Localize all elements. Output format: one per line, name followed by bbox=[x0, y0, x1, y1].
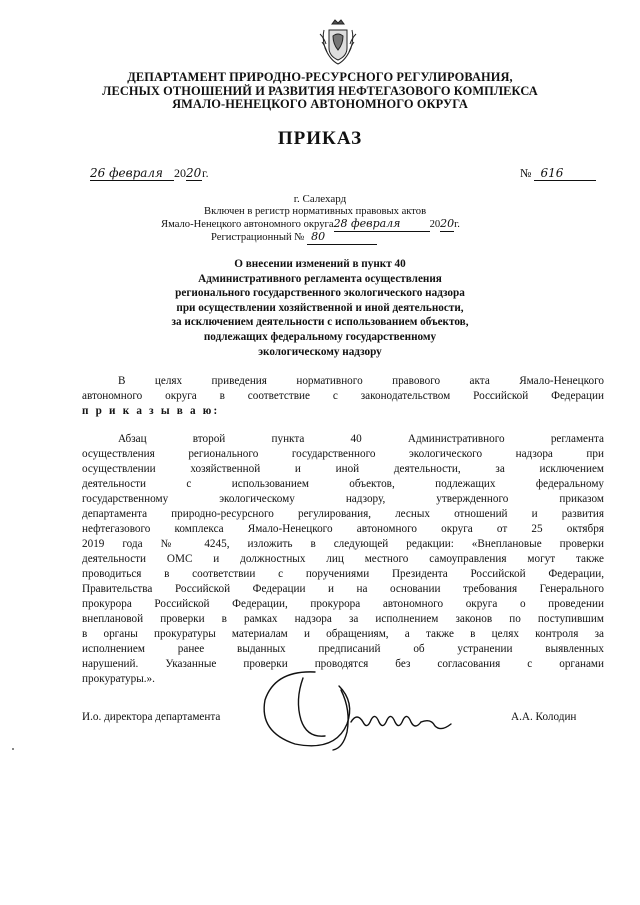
preamble-line: В целях приведения нормативного правового акта Ямало-Ненецкого bbox=[118, 375, 604, 387]
registry-line-2-prefix: Ямало-Ненецкого автономного округа bbox=[161, 219, 334, 230]
registry-number-value: 80 bbox=[307, 231, 377, 245]
subject-line: О внесении изменений в пункт 40 bbox=[234, 258, 406, 270]
document-type: ПРИКАЗ bbox=[277, 128, 363, 149]
page-mark bbox=[12, 748, 14, 750]
body-line: проводиться в соответствии с поручениями Президента Российской Федерации, bbox=[82, 568, 604, 580]
body-line: Абзац второй пункта 40 Административного регламента bbox=[118, 433, 604, 445]
body-line: исполнением ранее выданных предписаний об устранении выявленных bbox=[82, 643, 604, 655]
order-word: п р и к а з ы в а ю: bbox=[82, 405, 220, 417]
body-line: осуществления регионального государственного экологического надзора при bbox=[82, 448, 604, 460]
body-line: Правительства Российской Федерации и на основании требования Генерального bbox=[82, 583, 604, 595]
number-value: 616 bbox=[534, 166, 596, 181]
body-line: 2019 года № 4245, изложить в следующей редакции: «Внеплановые проверки bbox=[82, 538, 604, 550]
subject-line: регионального государственного экологического надзора bbox=[175, 287, 465, 300]
subject-line: экологическому надзору bbox=[258, 345, 382, 358]
preamble-line: автономного округа в соответствие с законодательством Российской Федерации bbox=[82, 390, 604, 402]
body-line: прокуратуры.». bbox=[82, 673, 155, 685]
date-handwritten: 26 февраля bbox=[90, 166, 174, 181]
city: г. Салехард bbox=[293, 193, 347, 205]
number-label: № bbox=[520, 166, 532, 180]
body-line: нарушений. Указанные проверки проводятся без согласования с органами bbox=[82, 658, 604, 670]
body-line: государственному экологическому надзору, утвержденного приказом bbox=[82, 493, 604, 505]
subject-line: подлежащих федеральному государственному bbox=[203, 330, 437, 343]
registry-number-label: Регистрационный № bbox=[211, 232, 305, 243]
registry-year-handwritten: 20 bbox=[440, 217, 455, 230]
department-header bbox=[0, 71, 640, 112]
subject-line: при осуществлении хозяйственной и иной деятельности, bbox=[176, 301, 464, 314]
registry-date-handwritten: 28 февраля bbox=[334, 218, 430, 232]
body-line: внеплановой проверки в рамках надзора за исполнением законов по поступившим bbox=[82, 613, 604, 625]
body-line: прокурора Российской Федерации, прокурора автономного округа о проведении bbox=[82, 598, 604, 610]
document-date bbox=[90, 166, 209, 181]
document-subject bbox=[0, 257, 640, 359]
coat-of-arms-icon bbox=[318, 18, 358, 66]
body-line: деятельности ОМС и должностных лиц местного самоуправления могут также bbox=[82, 553, 604, 565]
body-line: департамента природно-ресурсного регулирования, лесных отношений и развития bbox=[82, 508, 604, 520]
registry-year-prefix: 20 bbox=[429, 219, 441, 230]
document-number bbox=[520, 166, 596, 181]
registry-line-3 bbox=[211, 231, 377, 245]
date-year-handwritten: 20 bbox=[186, 166, 202, 180]
header-line-3: ЯМАЛО-НЕНЕЦКОГО АВТОНОМНОГО ОКРУГА bbox=[172, 97, 468, 111]
header-line-2: ЛЕСНЫХ ОТНОШЕНИЙ И РАЗВИТИЯ НЕФТЕГАЗОВОГО КОМПЛЕКСА bbox=[102, 83, 538, 98]
subject-line: за исключением деятельности с использованием объектов, bbox=[171, 316, 469, 329]
body-line: нефтегазового комплекса Ямало-Ненецкого автономного округа от 25 октября bbox=[82, 523, 604, 535]
body-line: деятельности с использованием объектов, подлежащих федеральному bbox=[82, 478, 604, 490]
date-year-end: г. bbox=[202, 166, 209, 180]
body-line: в органы прокуратуры материалам и обращениям, а также в целях контроля за bbox=[82, 628, 604, 640]
registry-line-1: Включен в регистр нормативных правовых актов bbox=[204, 206, 427, 217]
date-year-prefix: 20 bbox=[174, 166, 186, 180]
signatory-name: А.А. Колодин bbox=[511, 711, 577, 723]
handwritten-signature bbox=[255, 660, 475, 760]
subject-line: Административного регламента осуществления bbox=[198, 272, 442, 285]
signatory-position: И.о. директора департамента bbox=[82, 711, 221, 723]
header-line-1: ДЕПАРТАМЕНТ ПРИРОДНО-РЕСУРСНОГО РЕГУЛИРОВАНИЯ, bbox=[127, 70, 513, 84]
body-line: осуществлении хозяйственной и иной деятельности, за исключением bbox=[82, 463, 604, 475]
registry-year-end: г. bbox=[454, 219, 460, 230]
